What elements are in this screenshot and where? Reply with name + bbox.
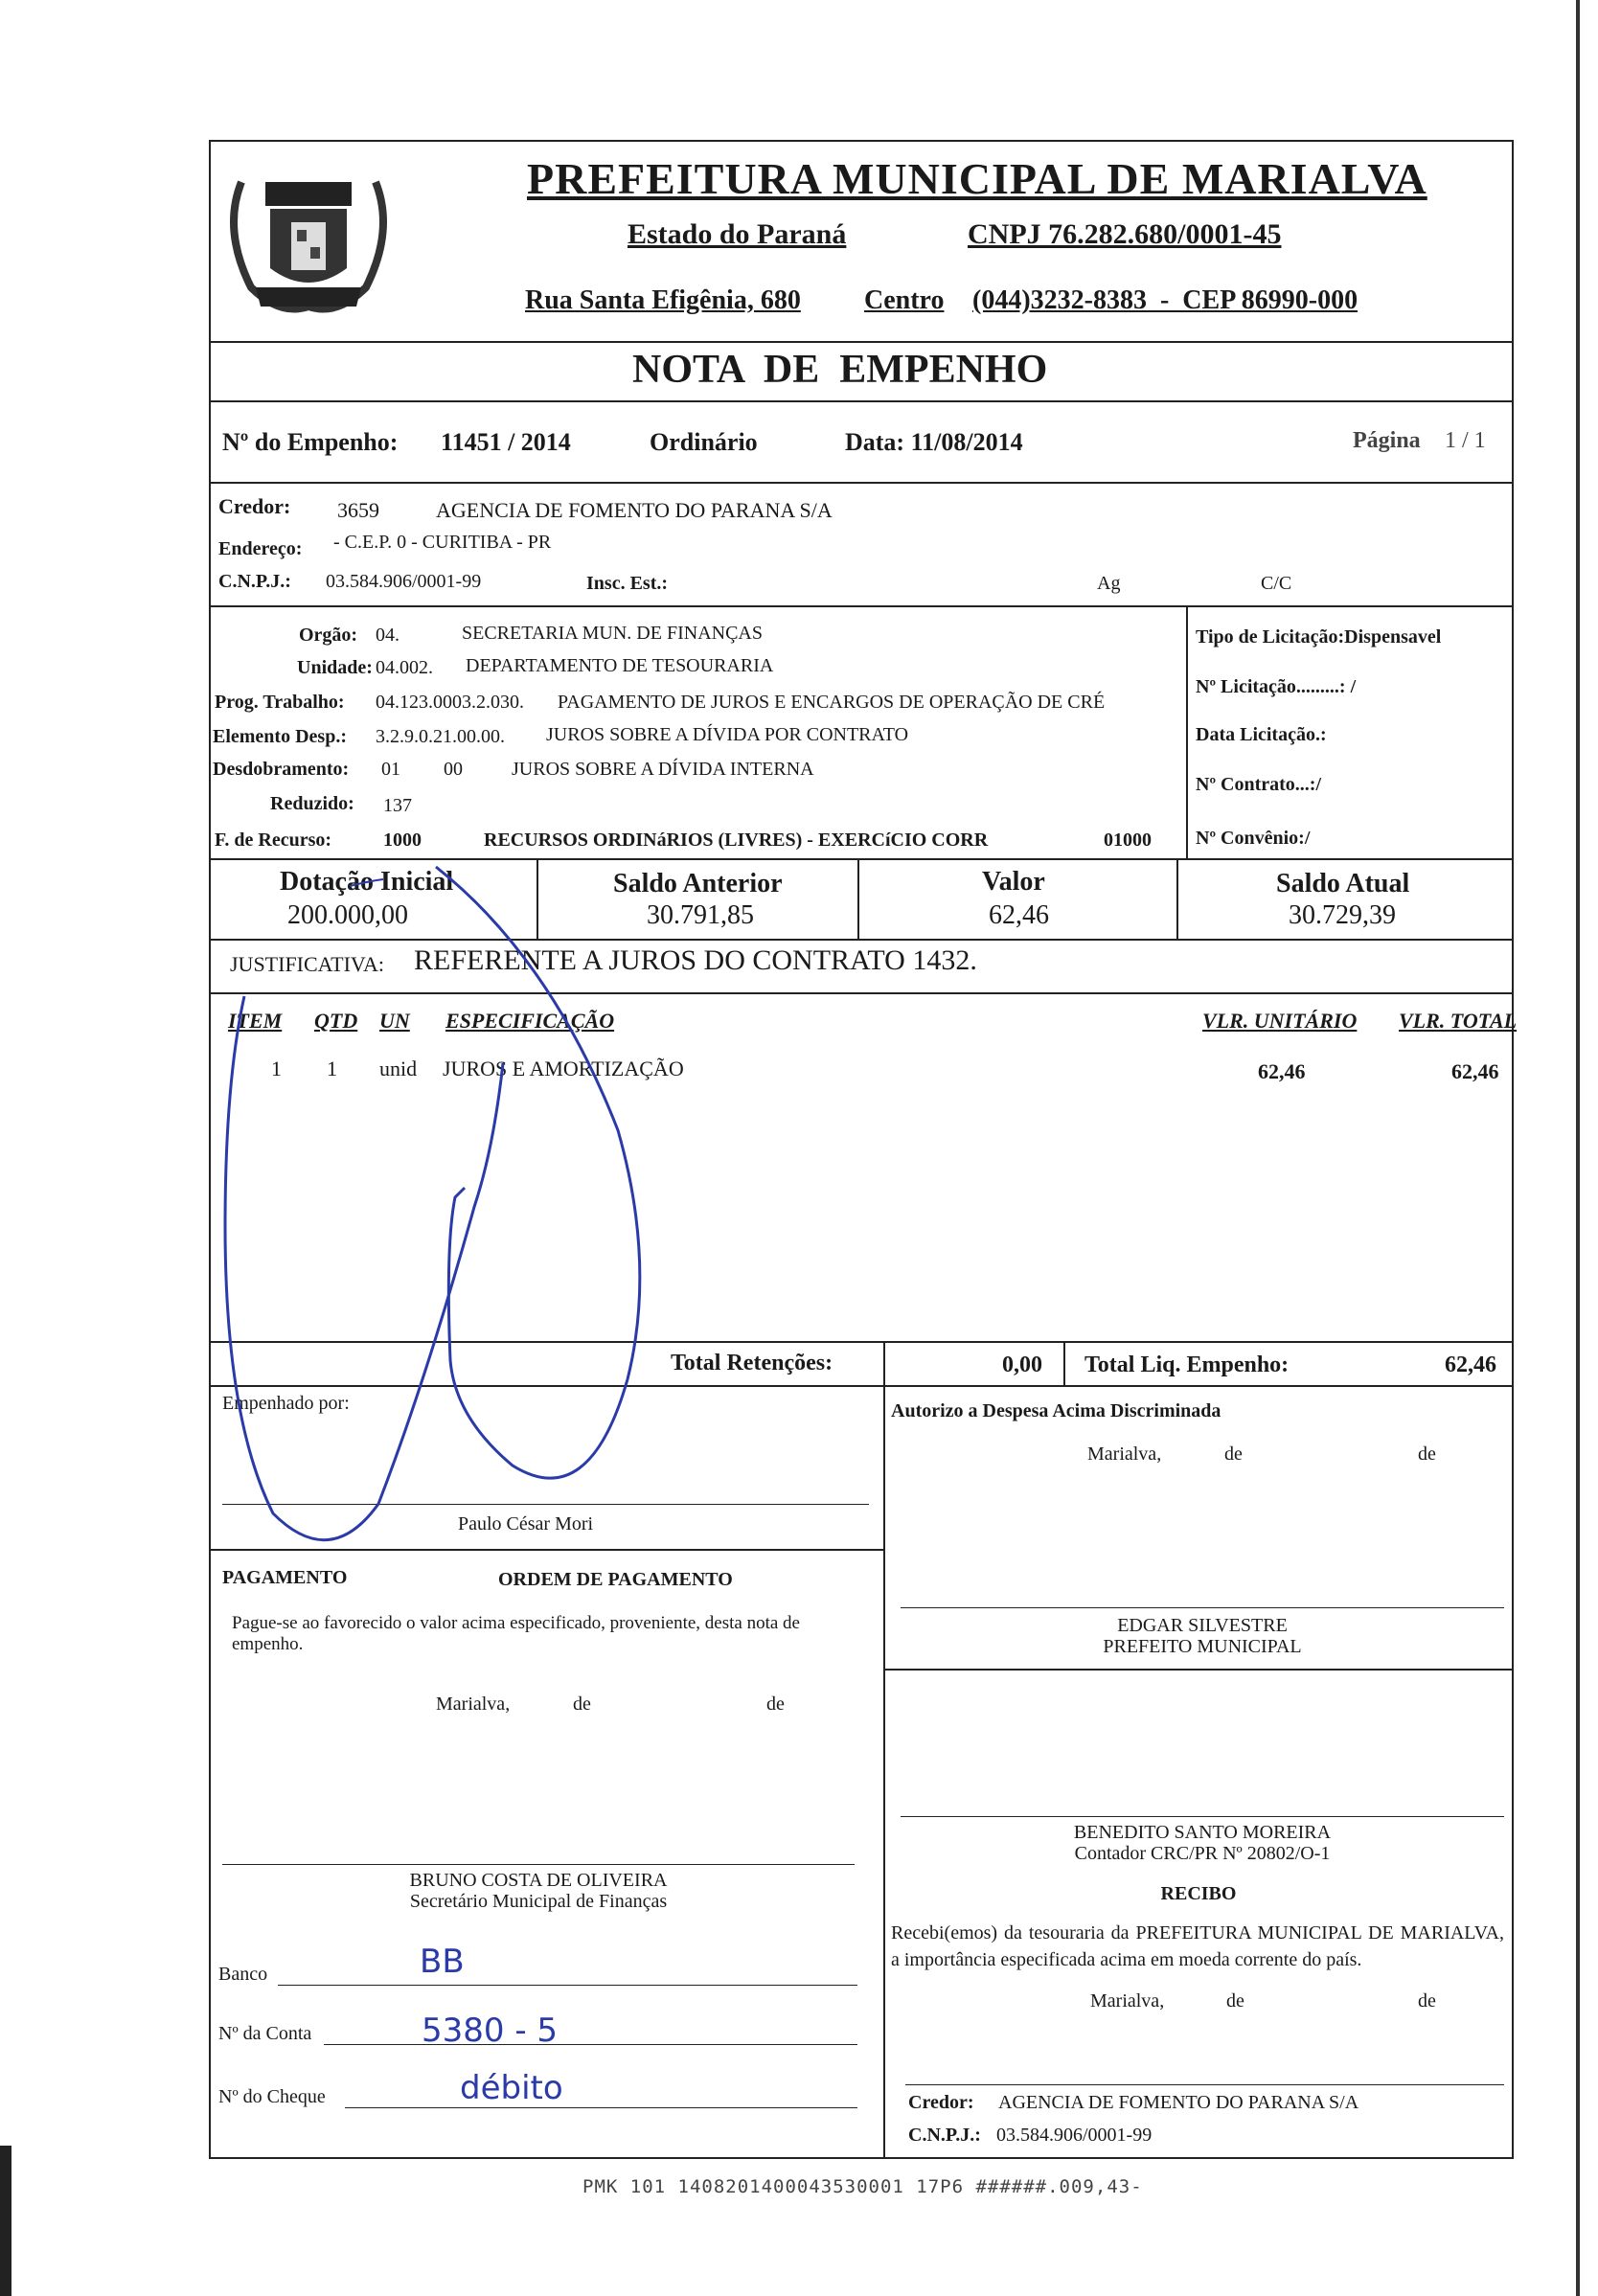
secretario-signature <box>222 1870 855 1912</box>
item-qtd: 1 <box>327 1057 337 1080</box>
cc-label: C/C <box>1261 573 1292 594</box>
item-un: unid <box>379 1057 418 1080</box>
credor-code: 3659 <box>337 498 379 522</box>
autorizo-marialva: Marialva, <box>1087 1444 1162 1465</box>
header-address: Rua Santa Efigênia, 680 <box>525 285 801 315</box>
dotacao-label: Dotação Inicial <box>280 867 454 897</box>
item-number: 1 <box>271 1057 282 1080</box>
cnpj-value: 03.584.906/0001-99 <box>326 571 482 592</box>
recibo-cnpj-value: 03.584.906/0001-99 <box>996 2125 1153 2146</box>
numero-convenio: Nº Convênio:/ <box>1196 828 1311 849</box>
elemento-code: 3.2.9.0.21.00.00. <box>376 726 505 747</box>
pagamento-de2: de <box>766 1694 785 1715</box>
pagamento-label: PAGAMENTO <box>222 1567 348 1588</box>
col-qtd: QTD <box>314 1009 358 1033</box>
endereco-label: Endereço: <box>218 538 303 559</box>
credor-name: AGENCIA DE FOMENTO DO PARANA S/A <box>436 498 833 522</box>
saldo-anterior-value: 30.791,85 <box>647 900 754 930</box>
recibo-cnpj-label: C.N.P.J.: <box>908 2125 981 2146</box>
prog-name: PAGAMENTO DE JUROS E ENCARGOS DE OPERAÇÃO DE CRÉ <box>558 692 1106 713</box>
header-state: Estado do Paraná <box>628 218 847 250</box>
recurso-num: 01000 <box>1104 830 1152 851</box>
cheque-value: débito <box>460 2069 563 2107</box>
item-vlr-unit: 62,46 <box>1258 1059 1306 1083</box>
valor-value: 62,46 <box>989 900 1049 930</box>
saldo-atual-value: 30.729,39 <box>1289 900 1396 930</box>
municipal-coat-of-arms <box>213 144 404 335</box>
empenhado-name: Paulo César Mori <box>458 1513 594 1534</box>
liq-value: 62,46 <box>1445 1353 1496 1377</box>
page-value: 1 / 1 <box>1445 428 1486 453</box>
valor-label: Valor <box>982 867 1045 897</box>
ordem-pagamento-label: ORDEM DE PAGAMENTO <box>498 1569 733 1590</box>
elemento-name: JUROS SOBRE A DÍVIDA POR CONTRATO <box>546 724 909 745</box>
contador-role: Contador CRC/PR Nº 20802/O-1 <box>1074 1843 1331 1864</box>
empenhado-label: Empenhado por: <box>222 1393 350 1414</box>
autorizo-text: Autorizo a Despesa Acima Discriminada <box>891 1400 1221 1421</box>
recibo-de1: de <box>1226 1990 1244 2012</box>
orgao-label: Orgão: <box>299 625 358 646</box>
cheque-label: Nº do Cheque <box>218 2086 326 2107</box>
recibo-marialva: Marialva, <box>1090 1990 1165 2012</box>
desdob-code1: 01 <box>381 759 400 780</box>
unidade-label: Unidade: <box>297 657 373 678</box>
credor-label: Credor: <box>218 494 291 518</box>
col-espec: ESPECIFICAÇÃO <box>445 1009 615 1033</box>
recurso-label: F. de Recurso: <box>215 830 332 851</box>
recurso-code: 1000 <box>383 830 422 851</box>
col-un: UN <box>379 1009 410 1033</box>
desdob-code2: 00 <box>444 759 463 780</box>
desdob-name: JUROS SOBRE A DÍVIDA INTERNA <box>512 759 814 780</box>
col-vlr-total: VLR. TOTAL <box>1399 1009 1518 1033</box>
prog-label: Prog. Trabalho: <box>215 692 345 713</box>
header-phone-cep: (044)3232-8383 - CEP 86990-000 <box>972 285 1358 315</box>
retencoes-label: Total Retenções: <box>671 1351 833 1375</box>
insc-label: Insc. Est.: <box>586 573 669 594</box>
ag-label: Ag <box>1097 573 1121 594</box>
recurso-name: RECURSOS ORDINáRIOS (LIVRES) - EXERCíCIO CORR <box>484 830 989 851</box>
col-item: ITEM <box>228 1009 283 1033</box>
numero-contrato: Nº Contrato...:/ <box>1196 774 1322 795</box>
recibo-label: RECIBO <box>1160 1883 1237 1904</box>
recibo-credor-name: AGENCIA DE FOMENTO DO PARANA S/A <box>998 2092 1359 2113</box>
pagamento-de1: de <box>573 1694 591 1715</box>
page-label: Página <box>1353 428 1421 453</box>
item-vlr-total: 62,46 <box>1451 1059 1499 1083</box>
liq-label: Total Liq. Empenho: <box>1084 1353 1290 1377</box>
banco-label: Banco <box>218 1964 268 1985</box>
dotacao-value: 200.000,00 <box>287 900 408 930</box>
numero-licitacao: Nº Licitação.........: / <box>1196 676 1357 697</box>
pagamento-marialva: Marialva, <box>436 1694 511 1715</box>
reduzido-value: 137 <box>383 795 412 816</box>
contador-signature <box>901 1822 1504 1864</box>
header-district: Centro <box>864 285 945 315</box>
reduzido-label: Reduzido: <box>270 793 354 814</box>
justificativa-text: REFERENTE A JUROS DO CONTRATO 1432. <box>414 944 977 976</box>
tipo-licitacao: Tipo de Licitação:Dispensavel <box>1196 626 1442 648</box>
handwritten-signature <box>206 843 666 1552</box>
footer-code: PMK 101 1408201400043530001 17P6 ######.009,43- <box>582 2176 1143 2197</box>
empenho-type: Ordinário <box>650 428 758 456</box>
pague-se-text: Pague-se ao favorecido o valor acima especificado, proveniente, desta nota de empenho. <box>232 1613 800 1654</box>
item-espec: JUROS E AMORTIZAÇÃO <box>443 1057 684 1080</box>
banco-value: BB <box>420 1943 465 1981</box>
justificativa-label: JUSTIFICATIVA: <box>230 952 384 976</box>
endereco-value: - C.E.P. 0 - CURITIBA - PR <box>333 532 552 553</box>
recibo-de2: de <box>1418 1990 1436 2012</box>
contador-name: BENEDITO SANTO MOREIRA <box>1073 1822 1332 1843</box>
recibo-credor-label: Credor: <box>908 2092 974 2113</box>
prefeito-role: PREFEITO MUNICIPAL <box>1103 1636 1302 1657</box>
saldo-anterior-label: Saldo Anterior <box>613 869 783 898</box>
prefeito-signature <box>901 1615 1504 1657</box>
desdob-label: Desdobramento: <box>213 759 350 780</box>
header-title: PREFEITURA MUNICIPAL DE MARIALVA <box>527 154 1427 203</box>
empenho-date: Data: 11/08/2014 <box>845 428 1023 456</box>
unidade-code: 04.002. <box>376 657 433 678</box>
conta-value: 5380 - 5 <box>422 2012 559 2050</box>
cnpj-label: C.N.P.J.: <box>218 571 291 592</box>
recibo-text: Recebi(emos) da tesouraria da PREFEITURA MUNICIPAL DE MARIALVA, a importância especificada acima em moeda corrente do país. <box>891 1922 1504 1970</box>
secretario-name: BRUNO COSTA DE OLIVEIRA <box>409 1870 668 1891</box>
col-vlr-unit: VLR. UNITÁRIO <box>1202 1009 1358 1033</box>
empenho-number: 11451 / 2014 <box>441 428 571 456</box>
unidade-name: DEPARTAMENTO DE TESOURARIA <box>466 655 774 676</box>
retencoes-value: 0,00 <box>1002 1353 1042 1377</box>
orgao-name: SECRETARIA MUN. DE FINANÇAS <box>462 623 763 644</box>
orgao-code: 04. <box>376 625 400 646</box>
prefeito-name: EDGAR SILVESTRE <box>1117 1615 1288 1636</box>
autorizo-de1: de <box>1224 1444 1243 1465</box>
autorizo-de2: de <box>1418 1444 1436 1465</box>
conta-label: Nº da Conta <box>218 2023 312 2044</box>
data-licitacao: Data Licitação.: <box>1196 724 1327 745</box>
prog-code: 04.123.0003.2.030. <box>376 692 524 713</box>
empenho-label: Nº do Empenho: <box>222 428 399 456</box>
header-cnpj: CNPJ 76.282.680/0001-45 <box>968 218 1282 250</box>
doc-title: NOTA DE EMPENHO <box>632 348 1048 392</box>
elemento-label: Elemento Desp.: <box>213 726 347 747</box>
secretario-role: Secretário Municipal de Finanças <box>409 1891 668 1912</box>
saldo-atual-label: Saldo Atual <box>1276 869 1410 898</box>
